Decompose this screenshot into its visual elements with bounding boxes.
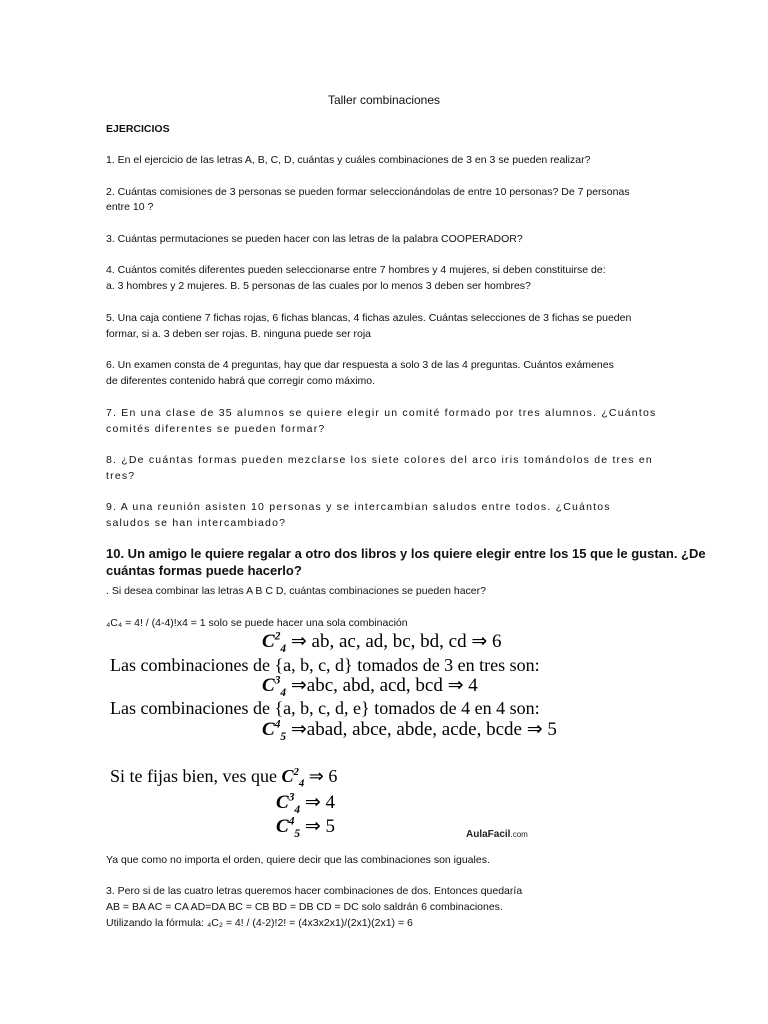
note-question: . Si desea combinar las letras A B C D, cuántas combinaciones se pueden hacer? <box>106 585 486 597</box>
exercise-9-line-2: saludos se han intercambiado? <box>106 517 287 529</box>
exercise-10-line-2: cuántas formas puede hacerlo? <box>106 563 302 578</box>
exercise-3: 3. Cuántas permutaciones se pueden hacer con las letras de la palabra COOPERADOR? <box>106 233 523 245</box>
exercise-6-line-1: 6. Un examen consta de 4 preguntas, hay que dar respuesta a solo 3 de las 4 preguntas. Cuántos exámenes <box>106 359 614 371</box>
exercise-1: 1. En el ejercicio de las letras A, B, C, D, cuántas y cuáles combinaciones de 3 en 3 se pueden realizar? <box>106 154 591 166</box>
exercise-5-line-1: 5. Una caja contiene 7 fichas rojas, 6 fichas blancas, 4 fichas azules. Cuántas selecciones de 3 fichas se pueden <box>106 312 632 324</box>
exercise-8-line-2: tres? <box>106 470 136 482</box>
exercise-10-line-1: 10. Un amigo le quiere regalar a otro dos libros y los quiere elegir entre los 15 que le gustan. ¿De <box>106 546 706 561</box>
figure-row-c43: $C^3_4$ ⇒abc, abd, acd, bcd ⇒ 4 <box>262 674 478 699</box>
c-symbol: $C^4_5$ <box>276 815 301 840</box>
c-symbol: $C^3_4$ <box>262 674 287 699</box>
figure-row-c42: $C^2_4$ ⇒ ab, ac, ad, bc, bd, cd ⇒ 6 <box>262 630 502 655</box>
figure-line-6: Si te fijas bien, ves que $C^2_4$ ⇒ 6 <box>110 766 338 790</box>
exercise-4-line-2: a. 3 hombres y 2 mujeres. B. 5 personas de las cuales por lo menos 3 deben ser hombres? <box>106 280 531 292</box>
aulafacil-logo: AulaFacil.com <box>466 829 528 840</box>
conclusion-line-2: 3. Pero si de las cuatro letras queremos hacer combinaciones de dos. Entonces quedaría <box>106 885 523 897</box>
figure-row-r8: $C^4_5$ ⇒ 5 <box>276 815 336 840</box>
exercise-2-line-2: entre 10 ? <box>106 201 154 213</box>
note-formula: ₄C₄ = 4! / (4-4)!x4 = 1 solo se puede hacer una sola combinación <box>106 617 408 629</box>
exercise-4-line-1: 4. Cuántos comités diferentes pueden seleccionarse entre 7 hombres y 4 mujeres, si deben constituirse de: <box>106 264 606 276</box>
section-heading: EJERCICIOS <box>106 123 170 135</box>
figure-line-2: Las combinaciones de {a, b, c, d} tomados de 3 en tres son: <box>110 655 540 675</box>
exercise-5-line-2: formar, si a. 3 deben ser rojas. B. ninguna puede ser roja <box>106 328 371 340</box>
figure-row-c54: $C^4_5$ ⇒abad, abce, abde, acde, bcde ⇒ 5 <box>262 718 557 743</box>
figure-row-r7: $C^3_4$ ⇒ 4 <box>276 791 336 816</box>
exercise-7-line-2: comités diferentes se pueden formar? <box>106 423 326 435</box>
figure-line-4: Las combinaciones de {a, b, c, d, e} tomados de 4 en 4 son: <box>110 698 540 718</box>
c-symbol: $C^2_4$ <box>281 766 305 790</box>
exercise-8-line-1: 8. ¿De cuántas formas pueden mezclarse los siete colores del arco iris tomándolos de tres en <box>106 454 653 466</box>
page-title: Taller combinaciones <box>327 93 441 107</box>
exercise-6-line-2: de diferentes contenido habrá que corregir como máximo. <box>106 375 376 387</box>
exercise-7-line-1: 7. En una clase de 35 alumnos se quiere elegir un comité formado por tres alumnos. ¿Cuántos <box>106 407 657 419</box>
conclusion-line-1: Ya que como no importa el orden, quiere decir que las combinaciones son iguales. <box>106 854 490 866</box>
conclusion-line-3: AB = BA AC = CA AD=DA BC = CB BD = DB CD = DC solo saldrán 6 combinaciones. <box>106 901 503 913</box>
c-symbol: $C^2_4$ <box>262 630 287 655</box>
exercise-2-line-1: 2. Cuántas comisiones de 3 personas se pueden formar seleccionándolas de entre 10 personas? De 7 personas <box>106 186 630 198</box>
c-symbol: $C^4_5$ <box>262 718 287 743</box>
c-symbol: $C^3_4$ <box>276 791 301 816</box>
conclusion-line-4: Utilizando la fórmula: ₄C₂ = 4! / (4-2)!2! = (4x3x2x1)/(2x1)(2x1) = 6 <box>106 917 413 929</box>
exercise-9-line-1: 9. A una reunión asisten 10 personas y se intercambian saludos entre todos. ¿Cuántos <box>106 501 611 513</box>
